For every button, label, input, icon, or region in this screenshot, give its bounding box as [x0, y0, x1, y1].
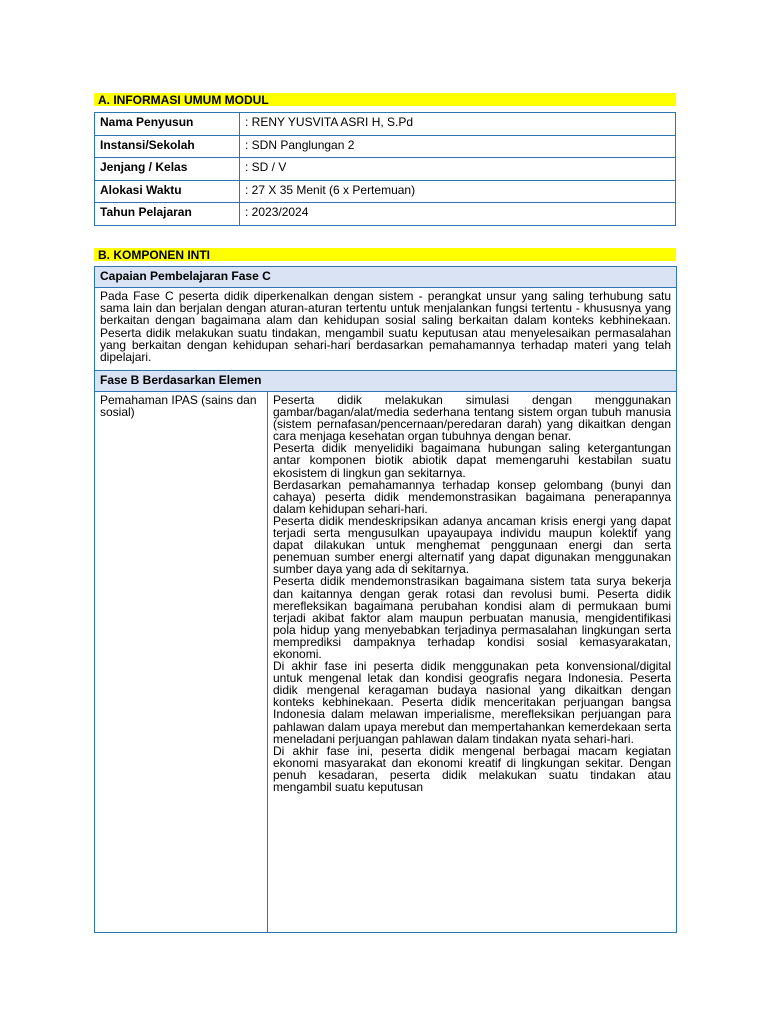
table-row: [95, 392, 677, 933]
table-row: [95, 203, 676, 226]
info-label: Nama Penyusun: [95, 113, 240, 136]
element-paragraph: Peserta didik menyelidiki bagaimana hubungan saling ketergantungan antar komponen biotik abiotik dapat memengaruhi kestabilan suatu ekosistem di lingkun gan sekitarnya.: [273, 441, 671, 480]
module-info-table: [94, 112, 676, 226]
info-value: : SD / V: [240, 158, 676, 181]
element-paragraph: Peserta didik mendeskripsikan adanya ancaman krisis energi yang dapat terjadi serta mengusulkan upayaupaya individu maupun kolektif yang dapat dilakukan untuk menghemat penggunaan energi dan serta penemuan sumber energi alternatif yang dapat digunakan menggunakan sumber daya yang ada di sekitarnya.: [273, 513, 671, 577]
table-row: [95, 267, 677, 288]
table-row: [95, 371, 677, 392]
info-label: Alokasi Waktu: [95, 180, 240, 203]
element-paragraph: Peserta didik melakukan simulasi dengan menggunakan gambar/bagan/alat/media sederhana tentang sistem organ tubuh manusia (sistem pernafasan/pencernaan/peredaran darah) yang dikaitkan dengan cara menjaga kesehatan organ tubuhnya dengan benar.: [273, 393, 671, 444]
element-paragraph: Peserta didik mendemonstrasikan bagaimana sistem tata surya bekerja dan kaitannya dengan gerak rotasi dan revolusi bumi. Peserta didik merefleksikan bagaimana perubahan kondisi alam di permukaan bumi terjadi akibat faktor alam maupun perbuatan manusia, mengidentifikasi pola hidup yang menyebabkan terjadinya permasalahan lingkungan serta memprediksi dampaknya terhadap kondisi sosial kemasyarakatan, ekonomi.: [273, 574, 671, 661]
info-label: Jenjang / Kelas: [95, 158, 240, 181]
element-paragraph: Berdasarkan pemahamannya terhadap konsep gelombang (bunyi dan cahaya) peserta didik mendemonstrasikan bagaimana penerapannya dalam kehidupan sehari-hari.: [273, 477, 671, 516]
info-value: : RENY YUSVITA ASRI H, S.Pd: [240, 113, 676, 136]
fase-header: Fase B Berdasarkan Elemen: [95, 371, 677, 392]
element-description: [268, 392, 677, 933]
info-label: Instansi/Sekolah: [95, 135, 240, 158]
table-row: [95, 158, 676, 181]
table-row: [95, 180, 676, 203]
element-paragraph: Di akhir fase ini peserta didik menggunakan peta konvensional/digital untuk mengenal letak dan kondisi geografis negara Indonesia. Peserta didik mengenal keragaman budaya nasional yang dikaitkan dengan konteks kebhinekaan. Peserta didik menceritakan perjuangan bangsa Indonesia dalam melawan imperialisme, merefleksikan perjuangan para pahlawan dalam upaya merebut dan mempertahankan kemerdekaan serta meneladani perjuangan pahlawan dalam tindakan nyata sehari-hari.: [273, 659, 671, 746]
section-b-title: B. KOMPONEN INTI: [94, 248, 676, 261]
info-value: : 27 X 35 Menit (6 x Pertemuan): [240, 180, 676, 203]
info-value: : SDN Panglungan 2: [240, 135, 676, 158]
info-label: Tahun Pelajaran: [95, 203, 240, 226]
section-a-title: A. INFORMASI UMUM MODUL: [94, 93, 676, 106]
core-component-table: [94, 266, 677, 933]
info-value: : 2023/2024: [240, 203, 676, 226]
cp-description: Pada Fase C peserta didik diperkenalkan dengan sistem - perangkat unsur yang saling terhubung satu sama lain dan berjalan dengan aturan-aturan tertentu untuk menjalankan fungsi tertentu - khususnya yang berkaitan dengan bagaimana alam dan kehidupan sosial saling berkaitan dalam konteks kebhinekaan. Peserta didik melakukan suatu tindakan, mengambil suatu keputusan atau menyelesaikan permasalahan yang berkaitan dengan kehidupan sehari-hari berdasarkan pemahamannya terhadap materi yang telah dipelajari.: [95, 288, 677, 371]
table-row: [95, 135, 676, 158]
element-name: Pemahaman IPAS (sains dan sosial): [95, 392, 268, 933]
table-row: [95, 113, 676, 136]
cp-header: Capaian Pembelajaran Fase C: [95, 267, 677, 288]
table-row: [95, 288, 677, 371]
element-paragraph: Di akhir fase ini, peserta didik mengenal berbagai macam kegiatan ekonomi masyarakat dan ekonomi kreatif di lingkungan sekitar. Dengan penuh kesadaran, peserta didik melakukan suatu tindakan atau mengambil suatu keputusan: [273, 743, 671, 794]
